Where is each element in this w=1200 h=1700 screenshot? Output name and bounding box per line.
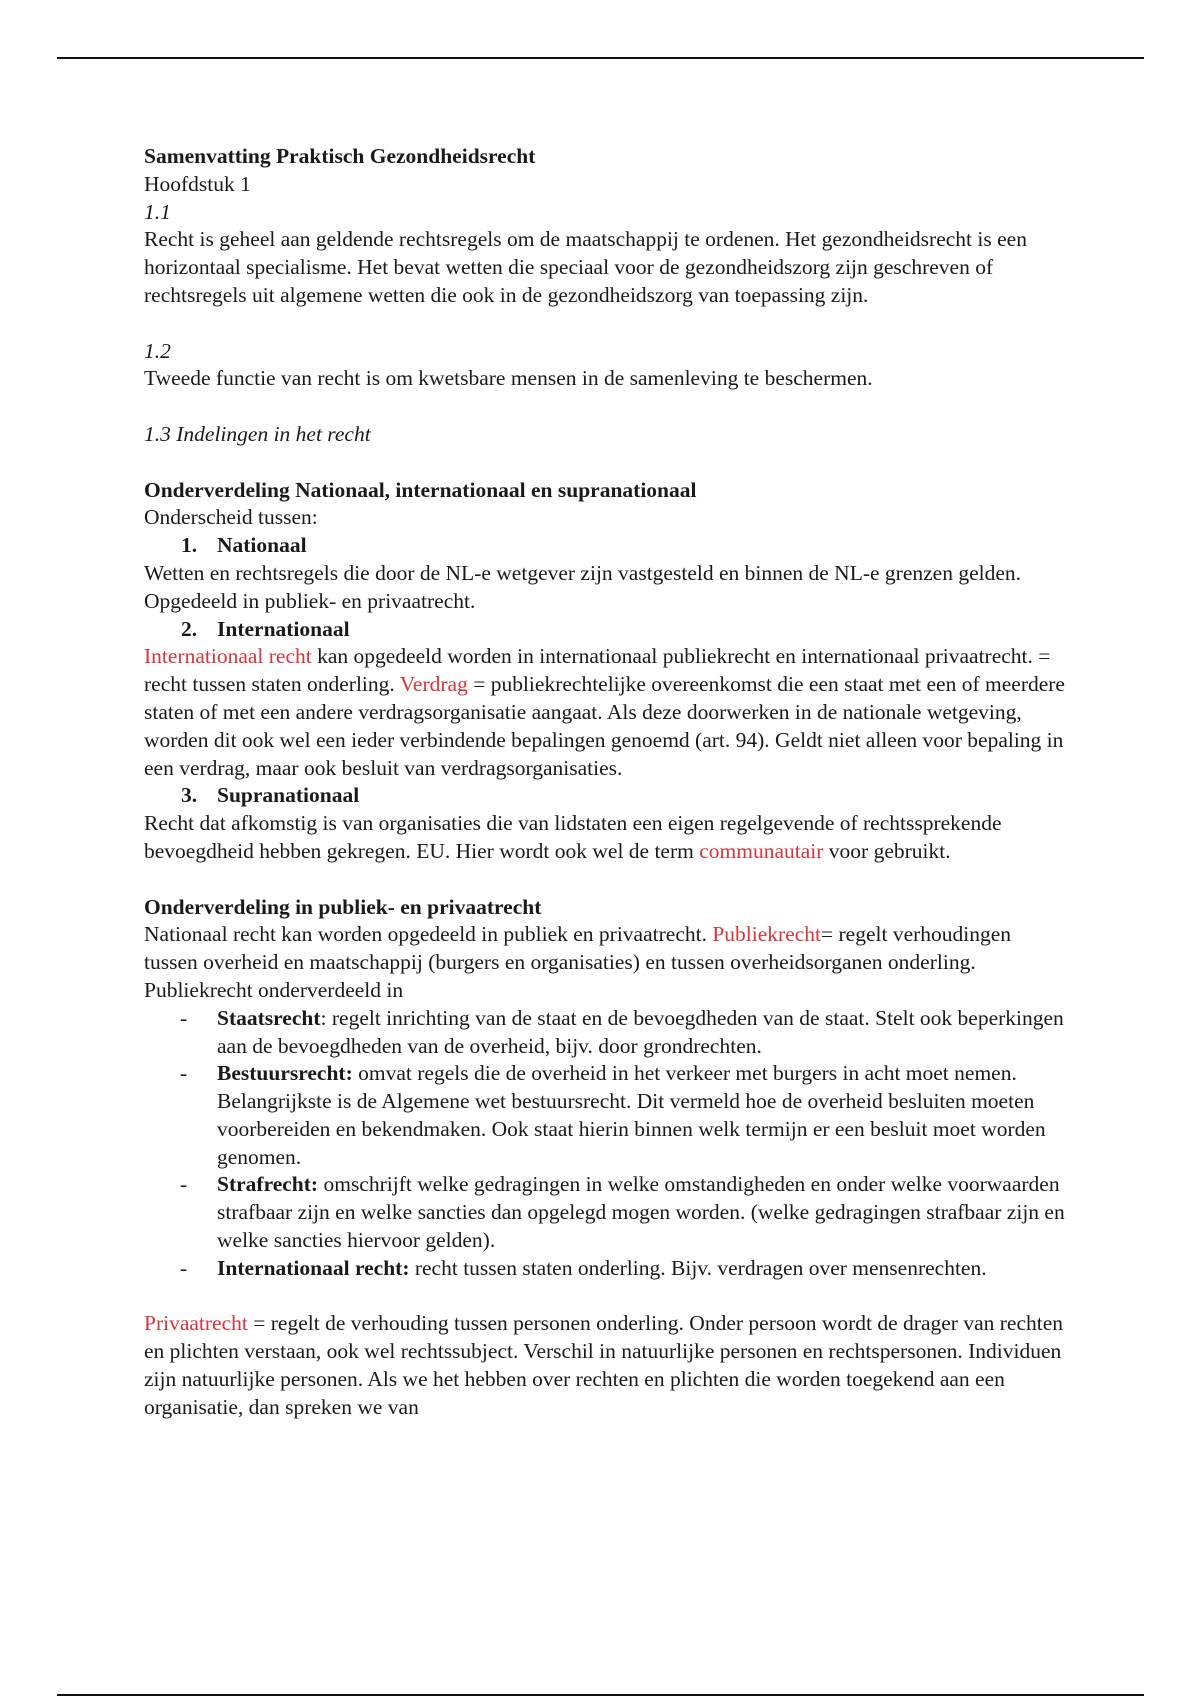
national-subdivision-heading: Onderverdeling Nationaal, internationaal en supranationaal xyxy=(144,477,697,502)
paragraph-text: = publiekrechtelijke overeenkomst die een staat met een of meerdere staten of met een andere verdragsorganisatie aangaat. Als deze doorwerken in de nationale wetgeving, worden dit ook wel een ieder verbindende bepalingen genoemd (art. 94). Geldt niet alleen voor bepaling in een verdrag, maar ook besluit van verdragsorganisaties. xyxy=(144,672,1065,780)
paragraph-text: Recht dat afkomstig is van organisaties die van lidstaten een eigen regelgevende of rechtssprekende bevoegdheid hebben gekregen. EU. Hier wordt ook wel de term xyxy=(144,811,1002,863)
national-intro: Onderscheid tussen: xyxy=(144,505,318,530)
public-private-heading: Onderverdeling in publiek- en privaatrecht xyxy=(144,894,542,919)
nationaal-paragraph: Wetten en rechtsregels die door de NL-e wetgever zijn vastgesteld en binnen de NL-e grenzen gelden. Opgedeeld in publiek- en privaatrecht. xyxy=(144,560,1022,613)
bullet-body: omvat regels die de overheid in het verkeer met burgers in acht moet nemen. Belangrijkste is de Algemene wet bestuursrecht. Dit vermeld hoe de overheid besluiten moeten voorbereiden en bekendmaken. Ook staat hierin binnen welk termijn er een besluit moet worden genomen. xyxy=(217,1061,1046,1169)
paragraph-text: = regelt de verhouding tussen personen onderling. Onder persoon wordt de drager van rechten en plichten verstaan, ook wel rechtssubject. Verschil in natuurlijke personen en rechtspersonen. Individuen zijn natuurlijke personen. Als we het hebben over rechten en plichten die worden toegekend aan een organisatie, dan spreken we van xyxy=(144,1311,1064,1419)
section-1-1-paragraph: Recht is geheel aan geldende rechtsregels om de maatschappij te ordenen. Het gezondheidsrecht is een horizontaal specialisme. Het bevat wetten die speciaal voor de gezondheidszorg zijn geschreven of rechtsregels uit algemene wetten die ook in de gezondheidszorg van toepassing zijn. xyxy=(144,227,1027,307)
numbered-item-internationaal xyxy=(144,616,1069,644)
section-1-1-heading: 1.1 xyxy=(144,199,171,224)
term-communautair: communautair xyxy=(699,838,824,863)
document-body xyxy=(144,143,1069,1422)
section-1-2-paragraph: Tweede functie van recht is om kwetsbare mensen in de samenleving te beschermen. xyxy=(144,366,873,391)
bullet-label: Staatsrecht xyxy=(217,1005,321,1030)
item-label: Internationaal xyxy=(217,616,350,641)
bullet-text xyxy=(217,1005,1069,1061)
bullet-text xyxy=(217,1171,1069,1254)
bullet-item-strafrecht xyxy=(144,1171,1069,1254)
bullet-dash: - xyxy=(180,1172,188,1197)
section-1-2-heading: 1.2 xyxy=(144,338,171,363)
bullet-dash: - xyxy=(180,1061,188,1086)
section-1-3-heading: 1.3 Indelingen in het recht xyxy=(144,421,371,446)
paragraph-text: kan opgedeeld worden in internationaal publiekrecht en internationaal privaatrecht. = recht tussen staten onderling. xyxy=(144,644,1051,697)
bullet-item-internationaal-recht xyxy=(144,1255,1069,1283)
numbered-item-nationaal xyxy=(144,532,1069,560)
private-law-paragraph xyxy=(144,1310,1069,1421)
bullet-item-bestuursrecht xyxy=(144,1060,1069,1171)
term-verdrag: Verdrag xyxy=(399,672,468,697)
paragraph-text: = regelt verhoudingen tussen overheid en maatschappij (burgers en organisaties) en tussen overheidsorganen onderling. Publiekrecht onderverdeeld in xyxy=(144,922,1012,1002)
item-label: Supranationaal xyxy=(217,783,360,808)
term-publiekrecht: Publiekrecht xyxy=(712,922,822,947)
internationaal-paragraph xyxy=(144,643,1069,782)
bullet-item-staatsrecht xyxy=(144,1005,1069,1061)
top-rule xyxy=(57,57,1144,59)
document-title: Samenvatting Praktisch Gezondheidsrecht xyxy=(144,144,536,168)
bottom-rule xyxy=(57,1694,1144,1696)
bullet-dash: - xyxy=(180,1005,188,1030)
bullet-label: Bestuursrecht: xyxy=(217,1061,353,1086)
public-law-paragraph xyxy=(144,921,1069,1004)
numbered-item-supranationaal xyxy=(144,782,1069,810)
bullet-body: recht tussen staten onderling. Bijv. verdragen over mensenrechten. xyxy=(409,1255,987,1280)
item-number: 2. xyxy=(181,616,198,641)
bullet-dash: - xyxy=(180,1255,188,1280)
paragraph-text: Nationaal recht kan worden opgedeeld in publiek en privaatrecht. xyxy=(144,922,713,947)
paragraph-text: voor gebruikt. xyxy=(823,838,951,863)
bullet-label: Internationaal recht: xyxy=(217,1255,410,1280)
bullet-body: omschrijft welke gedragingen in welke omstandigheden en onder welke voorwaarden strafbaar zijn en welke sancties dan opgelegd mogen worden. (welke gedragingen strafbaar zijn en welke sancties hiervoor gelden). xyxy=(217,1172,1065,1253)
item-label: Nationaal xyxy=(217,533,307,558)
item-number: 3. xyxy=(181,783,198,808)
supranationaal-paragraph xyxy=(144,810,1069,866)
bullet-text xyxy=(217,1060,1069,1171)
bullet-body: : regelt inrichting van de staat en de bevoegdheden van de staat. Stelt ook beperkingen aan de bevoegdheden van de overheid, bijv. door grondrechten. xyxy=(217,1005,1064,1058)
item-number: 1. xyxy=(181,533,198,558)
bullet-label: Strafrecht: xyxy=(217,1172,319,1197)
bullet-text xyxy=(217,1255,1069,1283)
chapter-label: Hoofdstuk 1 xyxy=(144,171,251,196)
term-privaatrecht: Privaatrecht xyxy=(144,1311,248,1336)
term-internationaal-recht: Internationaal recht xyxy=(144,644,312,669)
